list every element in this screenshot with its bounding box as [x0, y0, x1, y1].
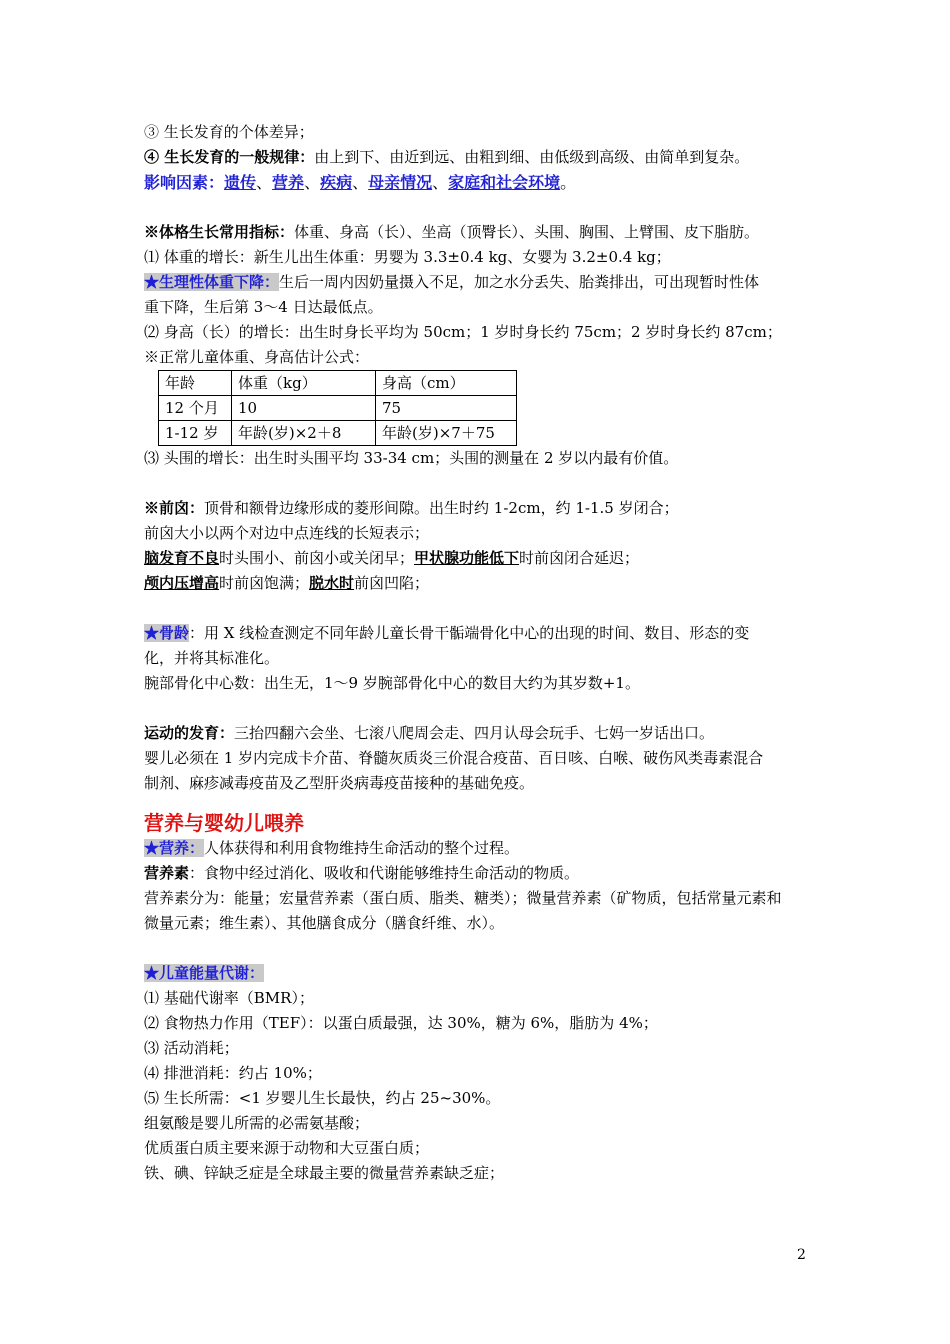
fontanelle-line: ※前囟：顶骨和额骨边缘形成的菱形间隙。出生时约 1-2cm，约 1-1.5 岁闭合；: [144, 499, 679, 517]
table-cell: 年龄(岁)×7＋75: [376, 421, 517, 446]
table-row: [159, 396, 517, 421]
fontanelle-size-line: 前囟大小以两个对边中点连线的长短表示；: [144, 524, 430, 542]
bone-age-label: ★骨龄: [144, 624, 190, 642]
table-header: 身高（cm）: [376, 371, 517, 396]
term-hypothyroidism: 甲状腺功能低下: [414, 549, 520, 567]
document-page: [144, 120, 824, 1186]
estimation-table: [158, 370, 517, 446]
weight-drop-line-2: 重下降，生后第 3～4 日达最低点。: [144, 298, 383, 316]
energy-label: ★儿童能量代谢：: [144, 964, 265, 982]
vaccine-line-1: 婴儿必须在 1 岁内完成卡介苗、脊髓灰质炎三价混合疫苗、百日咳、白喉、破伤风类毒素混合: [144, 749, 764, 767]
motor-label: 运动的发育：: [144, 724, 235, 742]
table-cell: 75: [376, 396, 517, 421]
term-intracranial-pressure: 颅内压增高: [144, 574, 220, 592]
list-item: ⑴ 基础代谢率（BMR）；: [144, 989, 314, 1007]
fontanelle-label: ※前囟：: [144, 499, 205, 517]
note-line: 优质蛋白质主要来源于动物和大豆蛋白质；: [144, 1139, 430, 1157]
list-item: ⑷ 排泄消耗：约占 10%；: [144, 1064, 322, 1082]
bone-age-line: ★骨龄：用 X 线检查测定不同年龄儿童长骨干骺端骨化中心的出现的时间、数目、形态的变: [144, 624, 750, 642]
table-header: 年龄: [159, 371, 232, 396]
nutrition-label: ★营养：: [144, 839, 205, 857]
head-circumference-line: ⑶ 头围的增长：出生时头围平均 33-34 cm；头围的测量在 2 岁以内最有价值。: [144, 449, 679, 467]
nutrient-classes-line-2: 微量元素；维生素）、其他膳食成分（膳食纤维、水）。: [144, 914, 505, 932]
item-4-label: ④ 生长发育的一般规律：: [144, 148, 315, 166]
fontanelle-line-4: 颅内压增高时前囟饱满；脱水时前囟凹陷；: [144, 574, 430, 592]
wrist-ossification-line: 腕部骨化中心数：出生无，1～9 岁腕部骨化中心的数目大约为其岁数+1。: [144, 674, 640, 692]
note-line: 组氨酸是婴儿所需的必需氨基酸；: [144, 1114, 370, 1132]
list-item: ⑶ 活动消耗；: [144, 1039, 239, 1057]
nutrition-definition-line: ★营养：人体获得和利用食物维持生命活动的整个过程。: [144, 839, 520, 857]
weight-drop-line: ★生理性体重下降：生后一周内因奶量摄入不足，加之水分丢失、胎粪排出，可出现暂时性体: [144, 273, 760, 291]
weight-line: ⑴ 体重的增长：新生儿出生体重：男婴为 3.3±0.4 kg、女婴为 3.2±0.4 kg；: [144, 248, 671, 266]
list-item: ⑸ 生长所需：<1 岁婴儿生长最快，约占 25~30%。: [144, 1089, 501, 1107]
table-header: 体重（kg）: [232, 371, 376, 396]
factors-line: 影响因素：遗传、营养、疾病、母亲情况、家庭和社会环境。: [144, 173, 577, 192]
motor-development-line: 运动的发育：三抬四翻六会坐、七滚八爬周会走、四月认母会玩手、七妈一岁话出口。: [144, 724, 715, 742]
factor-mother: 母亲情况: [368, 173, 433, 192]
item-3: ③ 生长发育的个体差异；: [144, 123, 314, 141]
nutrient-line: 营养素：食物中经过消化、吸收和代谢能够维持生命活动的物质。: [144, 864, 580, 882]
factor-nutrition: 营养: [272, 173, 305, 192]
factor-disease: 疾病: [320, 173, 353, 192]
factor-family-society: 家庭和社会环境: [448, 173, 561, 192]
term-dehydration: 脱水时: [309, 574, 355, 592]
factors-label: 影响因素：: [144, 173, 225, 192]
term-brain-dysplasia: 脑发育不良: [144, 549, 220, 567]
table-cell: 年龄(岁)×2＋8: [232, 421, 376, 446]
energy-heading: [144, 961, 824, 986]
item-4: [144, 145, 824, 170]
item-4-text: 由上到下、由近到远、由粗到细、由低级到高级、由简单到复杂。: [314, 148, 750, 166]
formula-title: ※正常儿童体重、身高估计公式：: [144, 348, 370, 366]
height-line: ⑵ 身高（长）的增长：出生时身长平均为 50cm；1 岁时身长约 75cm；2 岁时身长约 87cm；: [144, 323, 782, 341]
vaccine-line-2: 制剂、麻疹减毒疫苗及乙型肝炎病毒疫苗接种的基础免疫。: [144, 774, 535, 792]
section-title: 营养与婴幼儿喂养: [144, 811, 304, 835]
bone-age-line-2: 化，并将其标准化。: [144, 649, 280, 667]
table-header-row: [159, 371, 517, 396]
table-row: [159, 421, 517, 446]
nutrient-classes-line-1: 营养素分为：能量；宏量营养素（蛋白质、脂类、糖类）；微量营养素（矿物质，包括常量元素和: [144, 889, 782, 907]
indicators-line: ※体格生长常用指标：体重、身高（长）、坐高（顶臀长）、头围、胸围、上臂围、皮下脂肪。: [144, 223, 760, 241]
indicators-label: ※体格生长常用指标：: [144, 223, 295, 241]
table-cell: 10: [232, 396, 376, 421]
weight-drop-label: ★生理性体重下降：: [144, 273, 280, 291]
table-cell: 12 个月: [159, 396, 232, 421]
page-number: 2: [797, 1247, 806, 1263]
factor-heredity: 遗传: [224, 173, 257, 192]
table-cell: 1-12 岁: [159, 421, 232, 446]
fontanelle-line-3: 脑发育不良时头围小、前囟小或关闭早；甲状腺功能低下时前囟闭合延迟；: [144, 549, 640, 567]
nutrient-label: 营养素: [144, 864, 190, 882]
list-item: ⑵ 食物热力作用（TEF）：以蛋白质最强，达 30%，糖为 6%，脂肪为 4%；: [144, 1014, 658, 1032]
note-line: 铁、碘、锌缺乏症是全球最主要的微量营养素缺乏症；: [144, 1164, 505, 1182]
